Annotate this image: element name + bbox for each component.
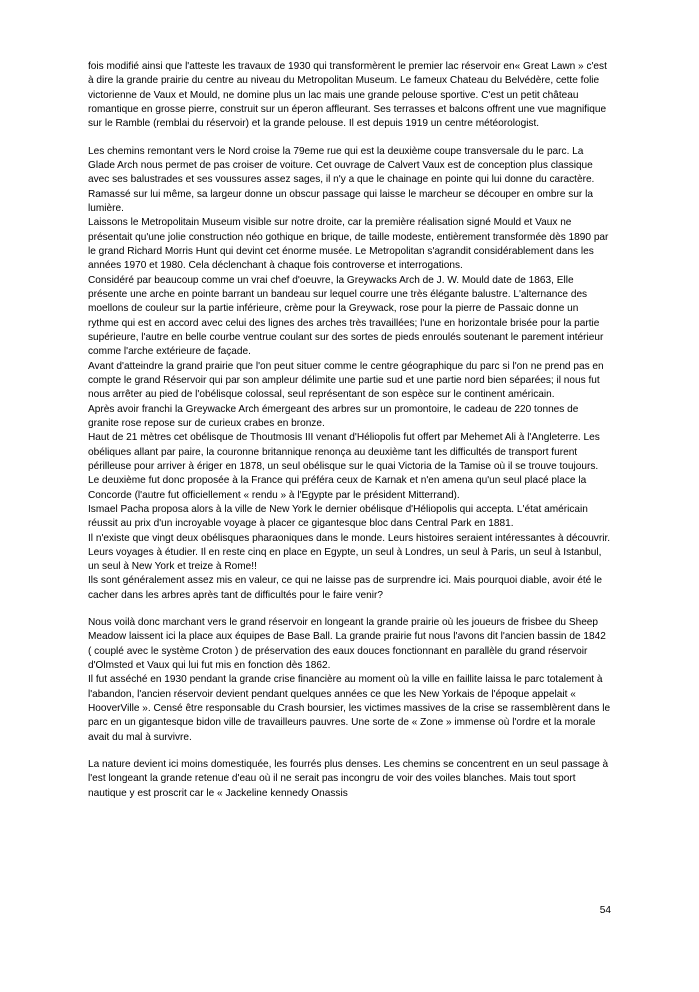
paragraph: Ismael Pacha proposa alors à la ville de New York le dernier obélisque d'Héliopolis qui accepta. L'état américain réussit au prix d'un incroyable voyage à placer ce gigantesque bloc dans Central Park en 1881.	[88, 503, 591, 530]
paragraph: Il n'existe que vingt deux obélisques pharaoniques dans le monde. Leurs histoires seraient intéressantes à découvrir. Leurs voyages à étudier. Il en reste cinq en place en Egypte, un seul à Londres, un seul à Paris, un seul à Istanbul, un seul à New York et treize à Rome!!	[88, 532, 613, 573]
paragraph: La nature devient ici moins domestiquée, les fourrés plus denses. Les chemins se concentrent en un seul passage à l'est longeant la grande retenue d'eau où il ne serait pas incongru de voir des voiles blanches. Mais tout sport nautique y est proscrit car le « Jackeline kennedy Onassis	[88, 759, 611, 799]
paragraph: Les chemins remontant vers le Nord croise la 79eme rue qui est la deuxième coupe transversale du le parc. La Glade Arch nous permet de pas croiser de voiture. Cet ouvrage de Calvert Vaux est de conception plus classique avec ses balustrades et ses voussures assez sages, il n'y a que le chainage en pointe qui lui donne du caractère. Ramassé sur lui même, sa largeur donne un obscur passage qui laisse le marcheur se découper en ombre sur la lumière.	[88, 145, 598, 214]
paragraph: Considéré par beaucoup comme un vrai chef d'oeuvre, la Greywacks Arch de J. W. Mould date de 1863, Elle présente une arche en pointe barrant un bandeau sur lequel courre une très élégante balustre. L'alternance des moellons de couleur sur la partie inférieure, crème pour la Greywack, rose pour la pierre de Passaic donne un rythme qui est en accord avec celui des lignes des arches très travaillées; l'une en horizontale brisée pour la partie supérieure, l'autre en belle courbe ventrue coulant sur des sortes de pieds enroulés soutenant le parement intérieur comme l'arche extérieure de façade.	[88, 274, 607, 358]
paragraph-spacer	[88, 745, 611, 758]
paragraph: Ils sont généralement assez mis en valeur, ce qui ne laisse pas de surprendre ici. Mais pourquoi diable, avoir été le cacher dans les arbres après tant de difficultés pour le faire venir?	[88, 575, 605, 601]
document-body	[88, 60, 611, 801]
paragraph: Haut de 21 mètres cet obélisque de Thoutmosis III venant d'Héliopolis fut offert par Mehemet Ali à l'Angleterre. Les obéliques allant par paire, la couronne britannique renonça au deuxième tant les difficultés de transport furent périlleuse pour arriver à ériger en 1878, un seul obélisque sur le quai Victoria de la Tamise où il se trouve toujours. Le deuxième fut donc proposée à la France qui préféra ceux de Karnak et n'en amena qu'un seul placé place la Concorde (l'autre fut officiellement « rendu » à l'Egypte par le président Mitterrand).	[88, 432, 603, 501]
paragraph-spacer	[88, 603, 611, 616]
paragraph: fois modifié ainsi que l'atteste les travaux de 1930 qui transformèrent le premier lac réservoir en« Great Lawn » c'est à dire la grande prairie du centre au niveau du Metropolitan Museum. Le fameux Chateau du Belvédère, cette folie victorienne de Vaux et Mould, ne domine plus un lac mais une grande pelouse sportive. C'est un petit château romantique en grosse pierre, construit sur un éperon affleurant. Ses terrasses et balcons offrent une vue magnifique sur le Ramble (remblai du réservoir) et la grande pelouse. Il est depuis 1919 un centre météorologist.	[88, 61, 610, 130]
paragraph: Après avoir franchi la Greywacke Arch émergeant des arbres sur un promontoire, le cadeau de 220 tonnes de granite rose repose sur de curieux crabes en bronze.	[88, 403, 582, 429]
page-number: 54	[599, 905, 611, 916]
paragraph: Avant d'atteindre la grand prairie que l'on peut situer comme le centre géographique du parc si l'on ne prend pas en compte le grand Réservoir qui par son ampleur délimite une partie sud et une partie nord bien séparées; il nous fut nous arrêter au pied de l'obélisque colossal, seul représentant de son espèce sur le continent américain.	[88, 360, 607, 401]
paragraph: Nous voilà donc marchant vers le grand réservoir en longeant la grande prairie où les joueurs de frisbee du Sheep Meadow laissent ici la place aux équipes de Base Ball. La grande prairie fut nous l'avons dit l'ancien bassin de 1842 ( couplé avec le système Croton ) de préservation des eaux douces fonctionnant en parallèle du grand réservoir d'Olmsted et Vaux qui lui fut mis en fonction dès 1862.	[88, 617, 609, 672]
paragraph-spacer	[88, 132, 611, 145]
paragraph: Il fut asséché en 1930 pendant la grande crise financière au moment où la ville en faillite laissa le parc totalement à l'abandon, l'ancien réservoir devient pendant quelques années ce que les New Yorkais de l'époque appelait « HooverVille ». Censé être responsable du Crash boursier, les victimes massives de la crise se rassemblèrent dans le parc en un gigantesque bidon ville de travailleurs pauvres. Une sorte de « Zone » immense où l'ordre et la morale avait du mal à survivre.	[88, 674, 613, 743]
paragraph: Laissons le Metropolitain Museum visible sur notre droite, car la première réalisation signé Mould et Vaux ne présentait qu'une jolie construction néo gothique en brique, de taille modeste, entièrement transformée dès 1890 par le grand Richard Morris Hunt qui devint cet énorme musée. Le Metropolitan s'agrandit considérablement dans les années 1970 et 1980. Cela déclenchant à chaque fois controverse et interrogations.	[88, 217, 612, 272]
